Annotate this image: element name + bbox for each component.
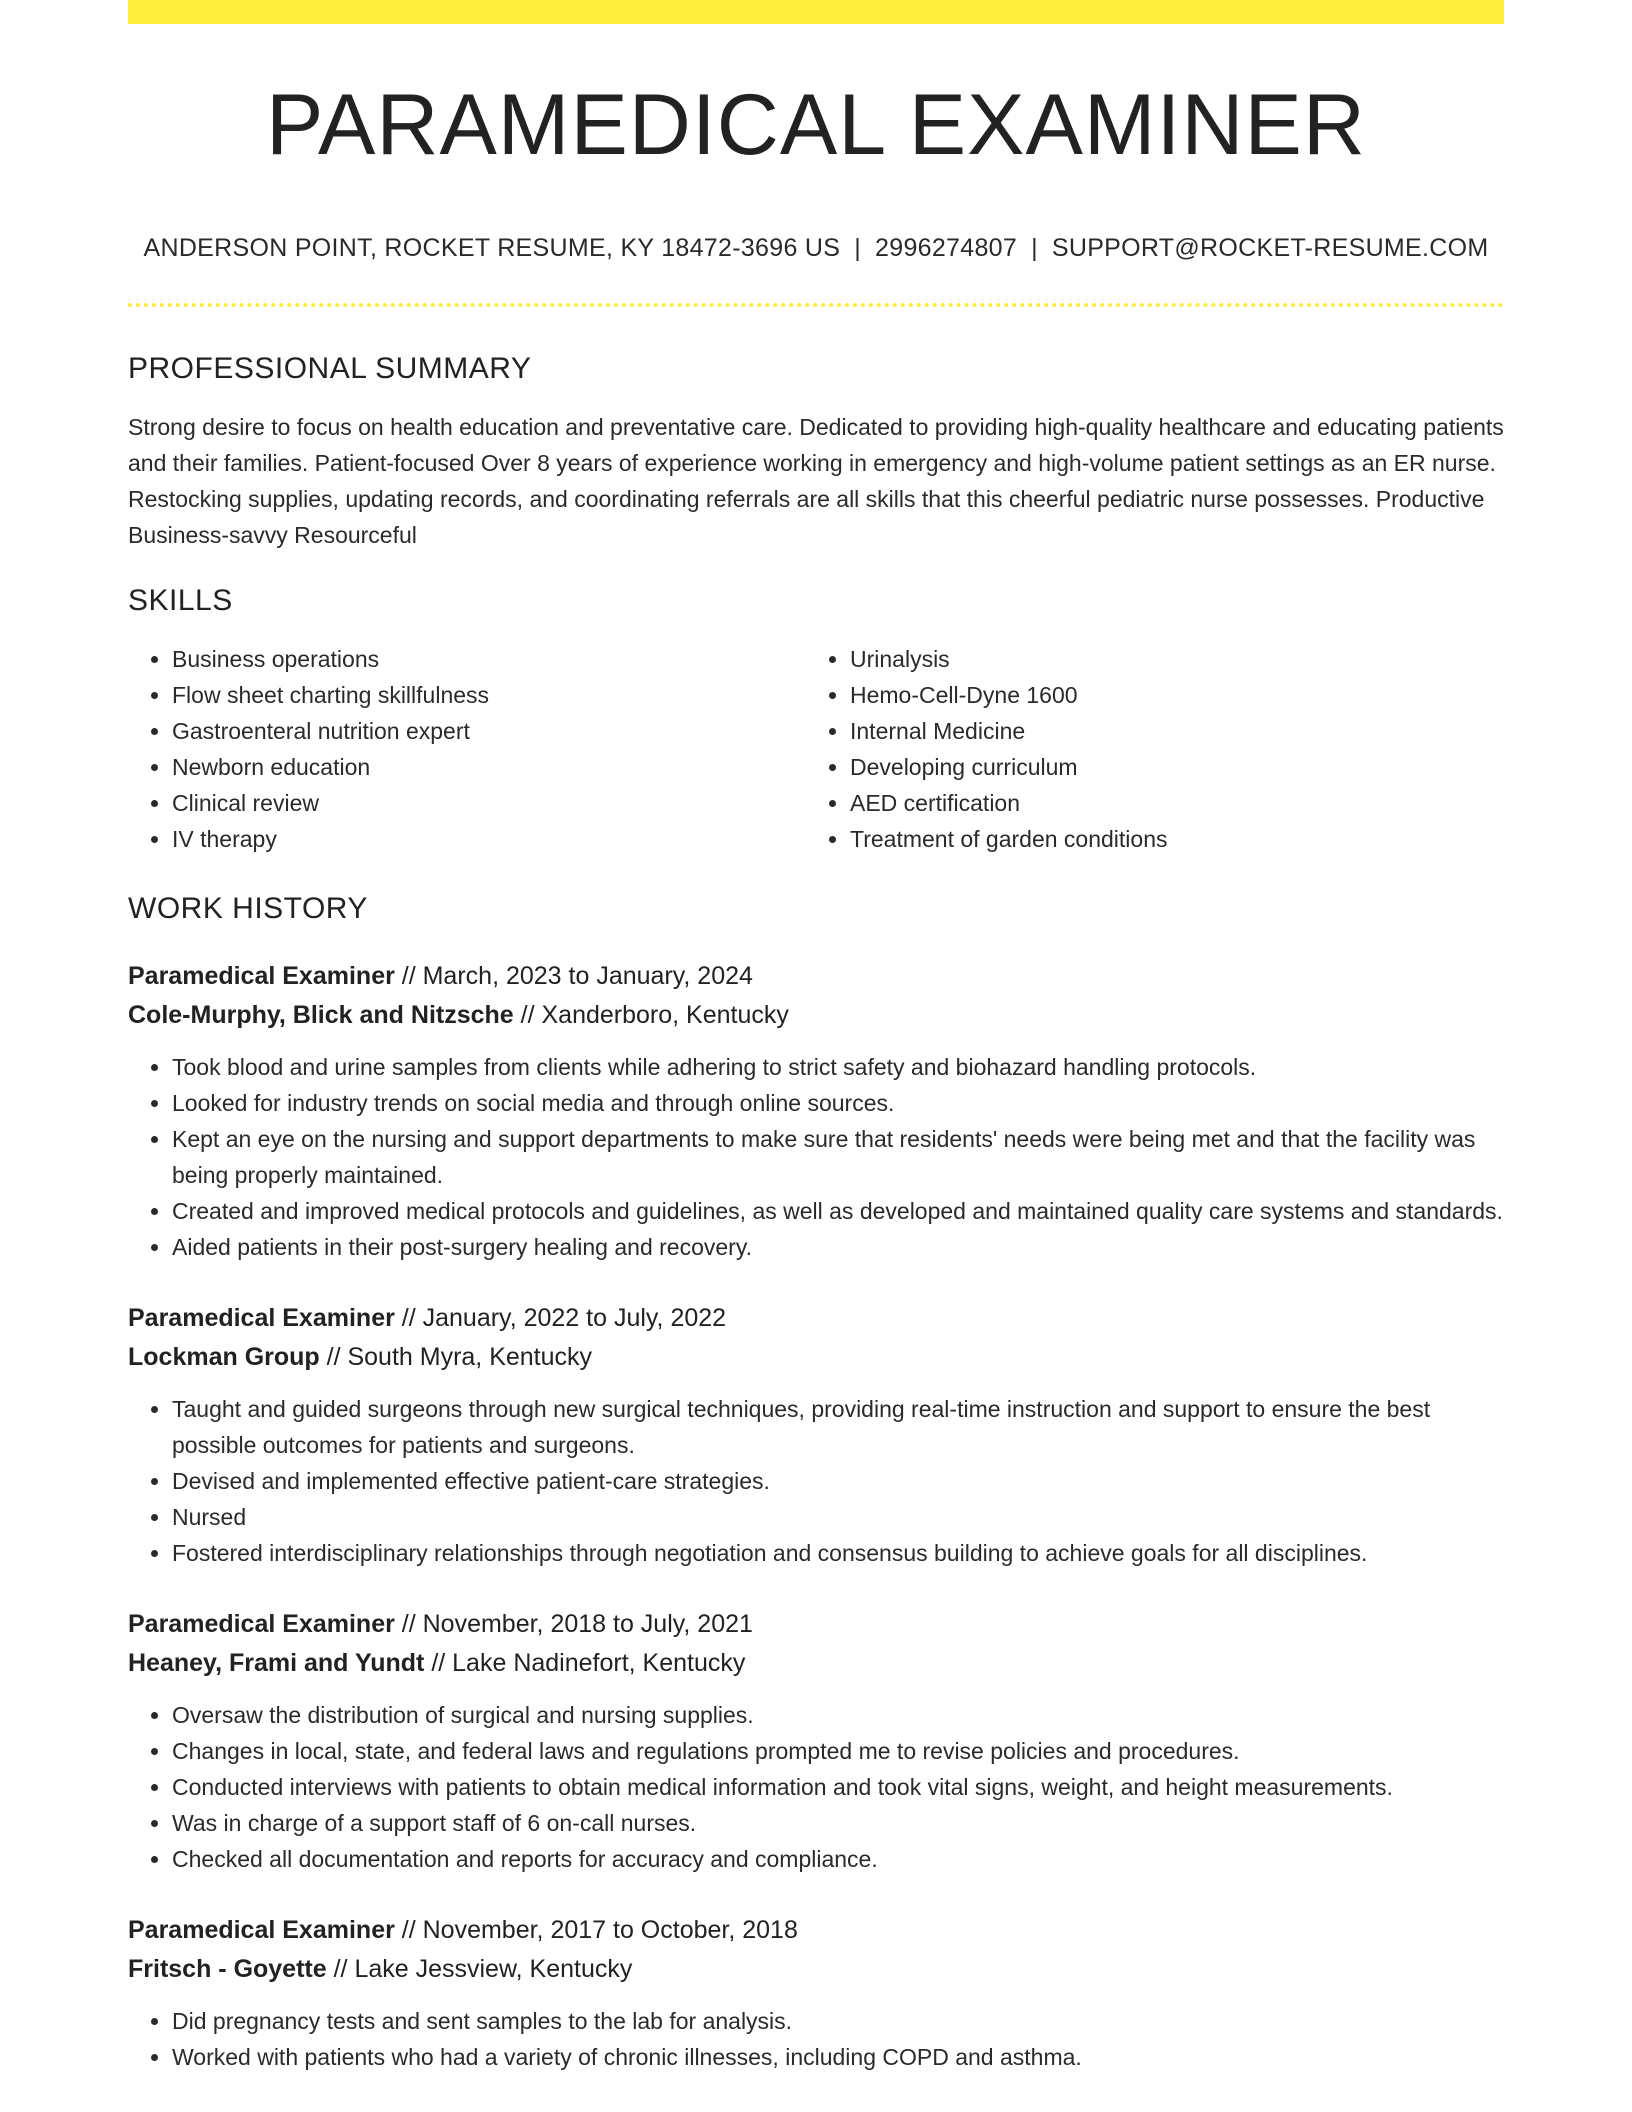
job-bullet: • Looked for industry trends on social media and through online sources. <box>172 1085 1504 1121</box>
job-dates: // November, 2017 to October, 2018 <box>394 1916 798 1944</box>
job-bullet: • Taught and guided surgeons through new surgical techniques, providing real-time instruction and support to ensure the best possible outcomes for patients and surgeons. <box>172 1391 1504 1463</box>
contact-separator: | <box>854 234 862 262</box>
skill-item: • Hemo-Cell-Dyne 1600 <box>850 677 1484 713</box>
job-company: Cole-Murphy, Blick and Nitzsche <box>128 1001 514 1029</box>
contact-phone: 2996274807 <box>875 234 1018 262</box>
job-bullet: • Changes in local, state, and federal laws and regulations prompted me to revise policies and procedures. <box>172 1733 1504 1769</box>
job-bullet: • Aided patients in their post-surgery healing and recovery. <box>172 1229 1504 1265</box>
work-history-heading: WORK HISTORY <box>128 892 368 925</box>
job-company: Fritsch - Goyette <box>128 1955 327 1983</box>
job-bullets <box>128 1697 1504 1877</box>
skill-item: • Treatment of garden conditions <box>850 821 1484 857</box>
header-divider <box>128 303 1504 307</box>
job-location: // Lake Jessview, Kentucky <box>326 1955 633 1983</box>
skill-item: • AED certification <box>850 785 1484 821</box>
job-bullet: • Devised and implemented effective patient-care strategies. <box>172 1463 1504 1499</box>
job-role: Paramedical Examiner <box>128 1916 395 1944</box>
skill-item: • Business operations <box>172 641 806 677</box>
skill-item: • Urinalysis <box>850 641 1484 677</box>
top-accent-bar <box>128 0 1504 24</box>
skill-item: • Flow sheet charting skillfulness <box>172 677 806 713</box>
job-bullet: • Fostered interdisciplinary relationships through negotiation and consensus building to achieve goals for all disciplines. <box>172 1535 1504 1571</box>
contact-email: SUPPORT@ROCKET-RESUME.COM <box>1051 234 1489 262</box>
job-location: // Lake Nadinefort, Kentucky <box>424 1649 746 1677</box>
job-role: Paramedical Examiner <box>128 1610 395 1638</box>
job-title-line <box>128 1299 1504 1338</box>
job-bullet: • Worked with patients who had a variety of chronic illnesses, including COPD and asthma. <box>172 2039 1504 2075</box>
summary-text: Strong desire to focus on health education and preventative care. Dedicated to providing high-quality healthcare and educating patients and their families. Patient-focused Over 8 years of experience working in emergency and high-volume patient settings as an ER nurse. Restocking supplies, updating records, and coordinating referrals are all skills that this cheerful pediatric nurse possesses. Productive Business-savvy Resourceful <box>128 414 1504 548</box>
candidate-name: PARAMEDICAL EXAMINER <box>266 77 1366 173</box>
job-bullets <box>128 2003 1504 2075</box>
job-bullet: • Checked all documentation and reports for accuracy and compliance. <box>172 1841 1504 1877</box>
job-role: Paramedical Examiner <box>128 1304 395 1332</box>
job-company-line <box>128 996 1504 1035</box>
contact-address: ANDERSON POINT, ROCKET RESUME, KY 18472-3696 US <box>143 234 841 262</box>
skill-item: • Newborn education <box>172 749 806 785</box>
job-bullet: • Oversaw the distribution of surgical and nursing supplies. <box>172 1697 1504 1733</box>
job-title-line <box>128 957 1504 996</box>
contact-line <box>128 234 1504 263</box>
job-bullet: • Created and improved medical protocols and guidelines, as well as developed and maintained quality care systems and standards. <box>172 1193 1504 1229</box>
skills-heading: SKILLS <box>128 584 233 617</box>
job-entry <box>128 1605 1504 1877</box>
job-location: // Xanderboro, Kentucky <box>513 1001 789 1029</box>
job-bullet: • Conducted interviews with patients to obtain medical information and took vital signs, weight, and height measurements. <box>172 1769 1504 1805</box>
job-entry <box>128 1299 1504 1571</box>
job-company: Lockman Group <box>128 1343 320 1371</box>
job-bullet: • Was in charge of a support staff of 6 on-call nurses. <box>172 1805 1504 1841</box>
job-bullet: • Nursed <box>172 1499 1504 1535</box>
job-entry <box>128 957 1504 1265</box>
job-company-line <box>128 1338 1504 1377</box>
contact-separator: | <box>1031 234 1038 262</box>
skills-columns <box>128 641 1504 857</box>
job-entry <box>128 1911 1504 2075</box>
job-bullet: • Did pregnancy tests and sent samples to the lab for analysis. <box>172 2003 1504 2039</box>
skills-list-right <box>806 641 1484 857</box>
job-role: Paramedical Examiner <box>128 962 395 990</box>
skill-item: • Developing curriculum <box>850 749 1484 785</box>
job-dates: // January, 2022 to July, 2022 <box>394 1304 727 1332</box>
job-company: Heaney, Frami and Yundt <box>128 1649 425 1677</box>
work-history-list <box>128 957 1504 2075</box>
job-dates: // November, 2018 to July, 2021 <box>394 1610 753 1638</box>
skill-item: • IV therapy <box>172 821 806 857</box>
resume-page <box>128 0 1504 2075</box>
summary-heading: PROFESSIONAL SUMMARY <box>128 352 532 385</box>
skill-item: • Clinical review <box>172 785 806 821</box>
job-bullet: • Took blood and urine samples from clients while adhering to strict safety and biohazard handling protocols. <box>172 1049 1504 1085</box>
job-title-line <box>128 1911 1504 1950</box>
skill-item: • Internal Medicine <box>850 713 1484 749</box>
job-location: // South Myra, Kentucky <box>319 1343 593 1371</box>
job-bullet: • Kept an eye on the nursing and support departments to make sure that residents' needs were being met and that the facility was being properly maintained. <box>172 1121 1504 1193</box>
skills-list-left <box>128 641 806 857</box>
job-company-line <box>128 1950 1504 1989</box>
job-bullets <box>128 1049 1504 1265</box>
job-title-line <box>128 1605 1504 1644</box>
job-dates: // March, 2023 to January, 2024 <box>394 962 753 990</box>
skill-item: • Gastroenteral nutrition expert <box>172 713 806 749</box>
job-company-line <box>128 1644 1504 1683</box>
job-bullets <box>128 1391 1504 1571</box>
